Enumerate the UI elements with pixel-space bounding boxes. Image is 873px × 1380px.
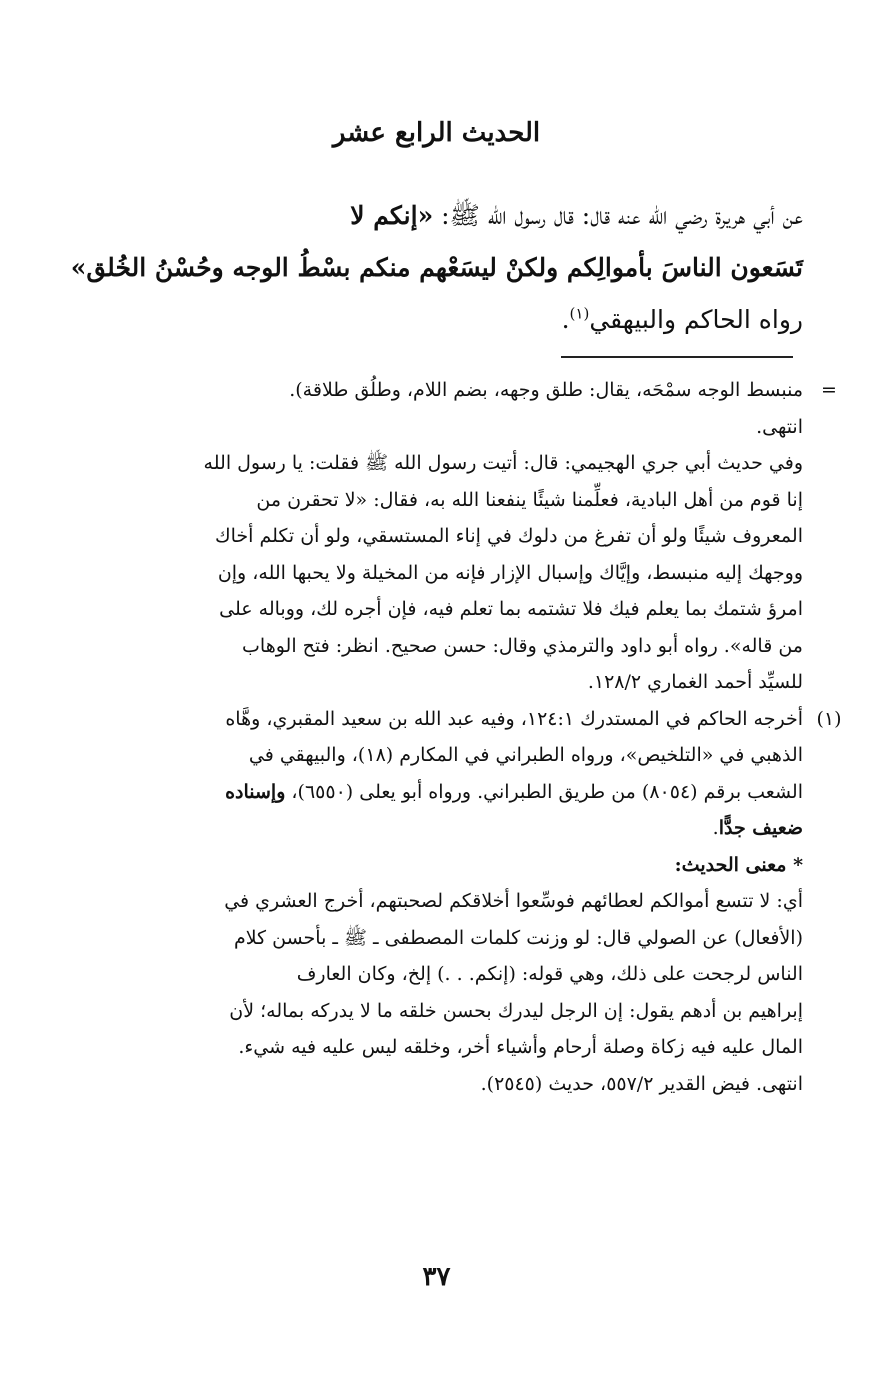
page-number: ٣٧ [422,1262,451,1292]
text-line: إبراهيم بن أدهم يقول: إن الرجل ليدرك بحسن خلقه ما لا يدركه بماله؛ لأن [229,999,803,1022]
hadith-line-3 [63,294,803,346]
footnotes [43,372,842,1102]
footnote-1 [43,701,842,1103]
footnote-1-grading-start: وإسناده [225,780,286,803]
hadith-intro: عن أبي هريرة رضي الله عنه قال: قال رسول الله ﷺ: [441,201,803,230]
footnote-1-text [43,701,803,1103]
text-line: المال عليه فيه زكاة وصلة أرحام وأشياء أخر، وخلقه ليس عليه فيه شيء. [238,1036,803,1058]
meaning-heading: * معنى الحديث: [674,853,803,876]
footnote-continuation [43,372,837,701]
text-line: إنا قوم من أهل البادية، فعلِّمنا شيئًا ينفعنا الله به، فقال: «لا تحقرن من [256,488,803,511]
footnote-1-line-text: الشعب برقم (٨٠٥٤) من طريق الطبراني. ورواه أبو يعلى (٦٥٥٠)، [291,780,803,803]
hadith-quote-start: «إنكم لا [350,201,434,230]
footnote-1-grading: ضعيف جدًّا [718,817,803,839]
footnote-1-end: . [712,817,719,839]
text-line: (الأفعال) عن الصولي قال: لو وزنت كلمات المصطفى ـ ﷺ ـ بأحسن كلام [233,926,803,949]
footnote-1-marker: (١) [816,707,842,730]
continuation-marker: = [821,379,837,401]
footnote-1-line [43,774,803,811]
text-line: ووجهك إليه منبسط، وإيَّاك وإسبال الإزار فإنه من المخيلة ولا يحبها الله، وإن [217,561,803,584]
text-line: انتهى. فيض القدير ٥٥٧/٢، حديث (٢٥٤٥). [480,1072,803,1095]
text-line: انتهى. [756,415,803,438]
footnote-ref[interactable]: (١) [569,304,590,323]
hadith-source: رواه الحاكم والبيهقي [589,305,803,334]
text-line: للسيِّد أحمد الغماري ١٢٨/٢. [587,671,803,693]
text-line: امرؤ شتمك بما يعلم فيك فلا تشتمه بما تعلم فيه، فإن أجره لك، ووباله على [219,598,803,620]
footnote-divider [561,356,793,358]
hadith-line-2: تَسَعون الناسَ بأموالِكم ولكنْ ليسَعْهم منكم بسْطُ الوجه وحُسْنُ الخُلق» [70,253,803,282]
footnote-1-line: الذهبي في «التلخيص»، ورواه الطبراني في المكارم (١٨)، والبيهقي في [248,744,803,766]
meaning-text [43,883,803,1102]
text-line: المعروف شيئًا ولو أن تفرغ من دلوك في إناء المستسقي، ولو أن تكلم أخاك [214,525,803,547]
footnote-1-line [43,810,803,847]
hadith-source-end: . [561,305,570,334]
text-line: الناس لرجحت على ذلك، وهي قوله: (إنكم. . .) إلخ، وكان العارف [296,963,803,985]
page-title: الحديث الرابع عشر [332,118,541,148]
text-line: من قاله». رواه أبو داود والترمذي وقال: حسن صحيح. انظر: فتح الوهاب [242,634,803,657]
text-line: أي: لا تتسع أموالكم لعطائهم فوسِّعوا أخلاقكم لصحبتهم، أخرج العشري في [224,890,803,912]
footnote-1-line: أخرجه الحاكم في المستدرك ١٢٤:١، وفيه عبد الله بن سعيد المقبري، وهَّاه [225,707,803,730]
text-line: وفي حديث أبي جري الهجيمي: قال: أتيت رسول الله ﷺ فقلت: يا رسول الله [203,452,803,474]
hadith-text [63,190,803,346]
continuation-text [43,372,803,701]
text-line: منبسط الوجه سمْحَه، يقال: طلق وجهه، بضم اللام، وطلُق طلاقة). [289,379,803,401]
hadith-line-1 [63,190,803,242]
